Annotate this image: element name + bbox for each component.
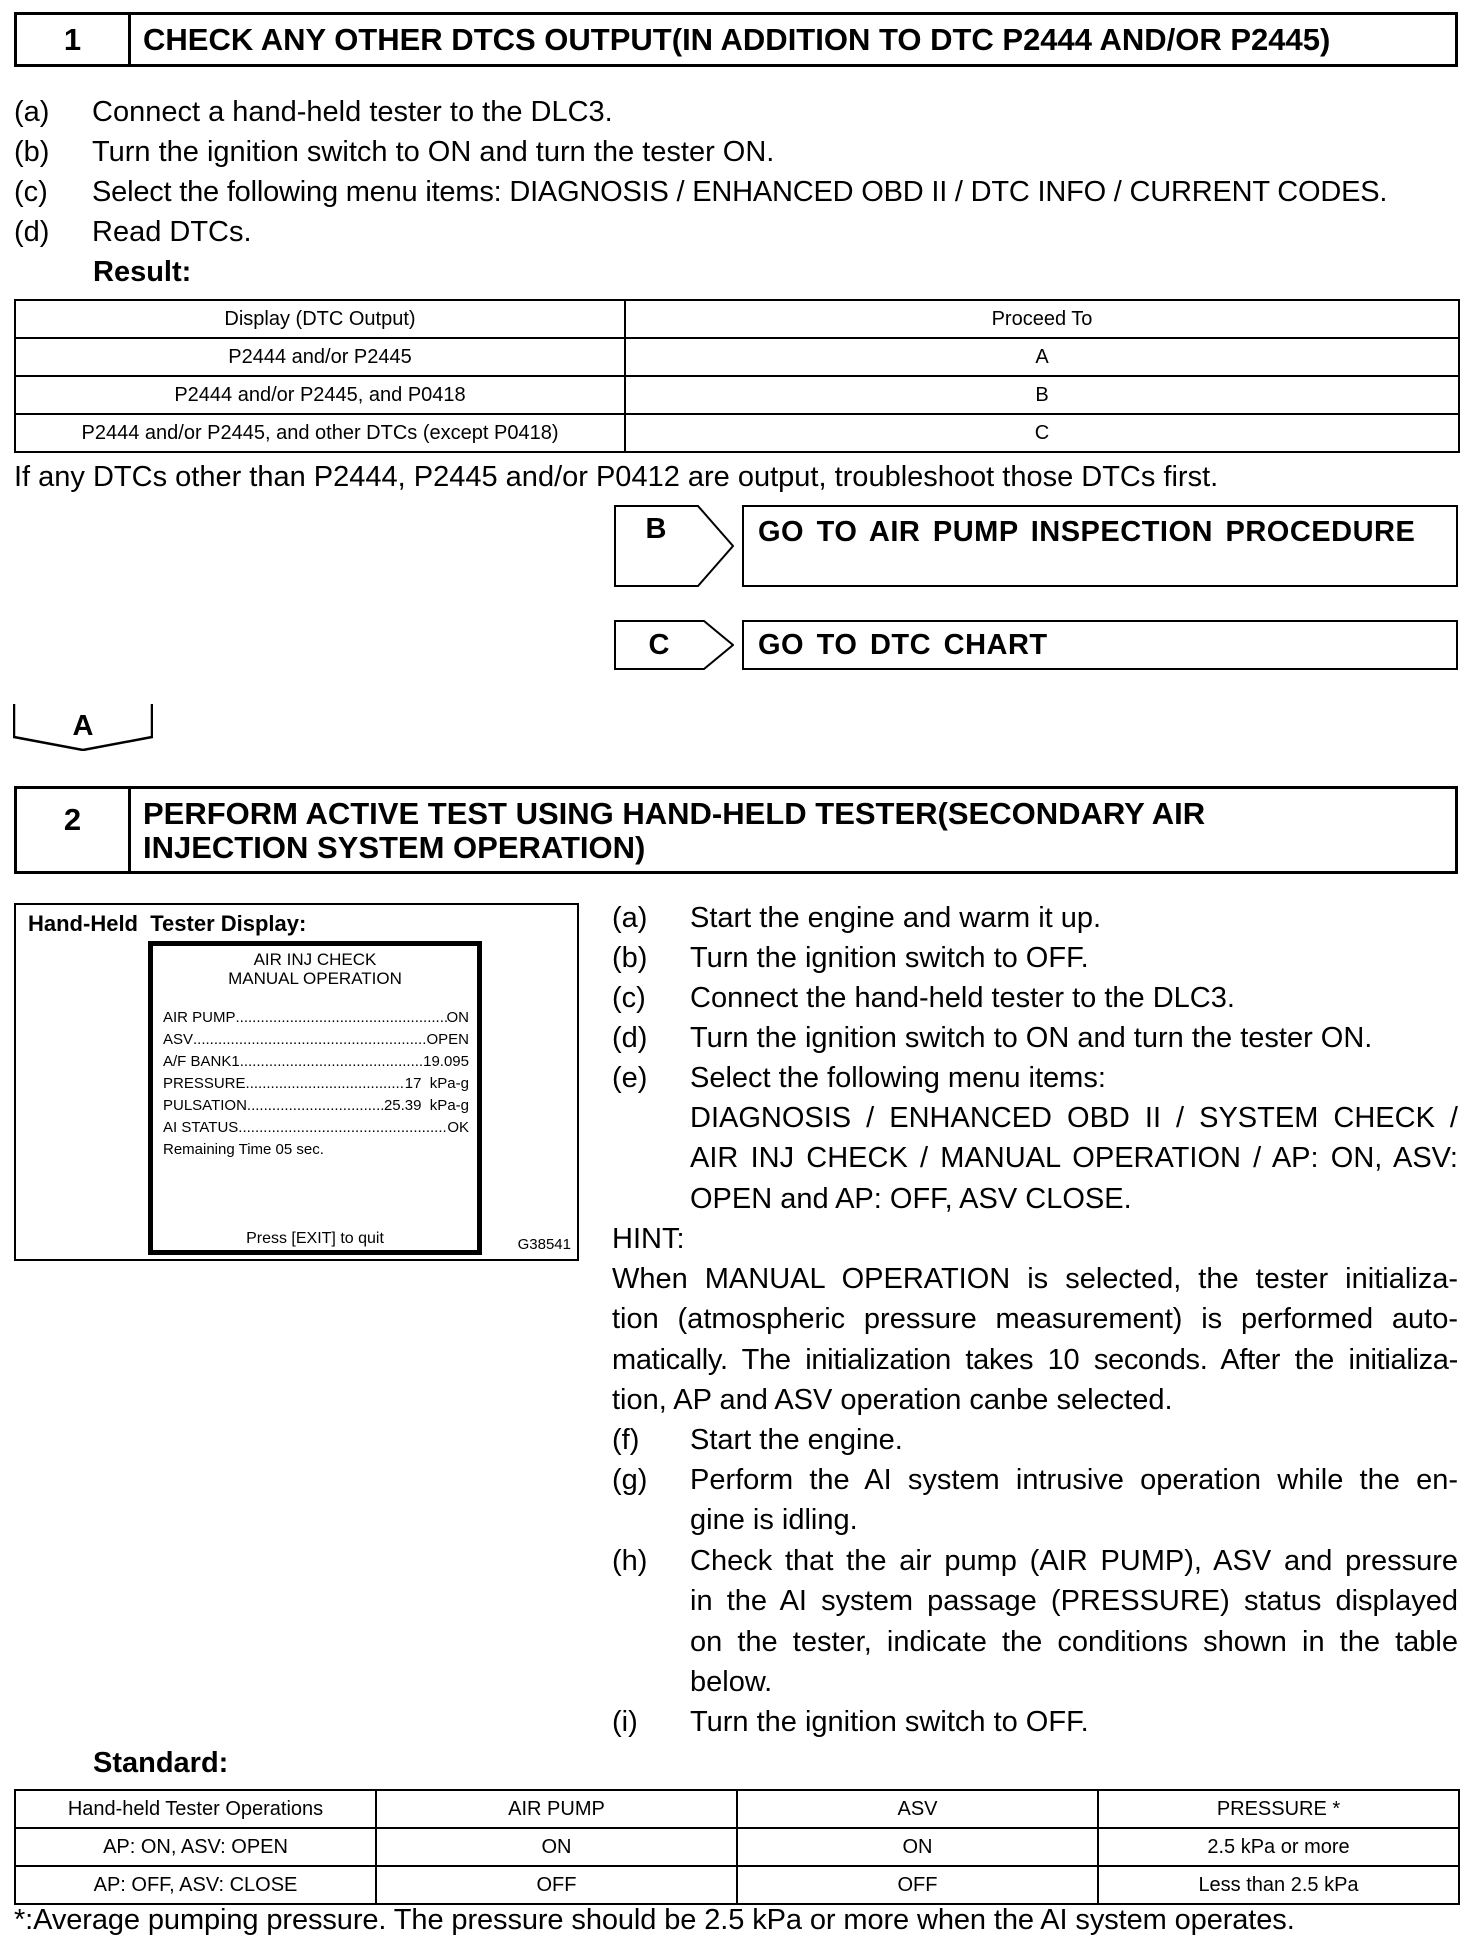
hint-text: When MANUAL OPERATION is selected, the tester initializa- tion (atmospheric pressure measurement) is performed auto- matically. The initialization takes 10 seconds. After the initializa- tion, AP and ASV operation canbe selected. bbox=[612, 1263, 1458, 1416]
table-cell: AP: ON, ASV: OPEN bbox=[15, 1828, 376, 1866]
standard-table bbox=[14, 1789, 1460, 1905]
table-cell: P2444 and/or P2445, and P0418 bbox=[15, 376, 625, 414]
step-1-item-b: (b) Turn the ignition switch to ON and turn the tester ON. bbox=[14, 136, 775, 168]
hint-label: HINT: bbox=[612, 1223, 685, 1255]
table-cell: ON bbox=[737, 1828, 1098, 1866]
standard-label: Standard: bbox=[93, 1747, 229, 1779]
step-2-item-i: (i) Turn the ignition switch to OFF. bbox=[612, 1706, 1089, 1738]
table-header-row bbox=[15, 300, 1459, 338]
branch-b-go-box[interactable] bbox=[742, 505, 1458, 587]
screen-remaining-time: Remaining Time 05 sec. bbox=[163, 1141, 324, 1158]
step-2-item-c: (c) Connect the hand-held tester to the DLC3. bbox=[612, 982, 1235, 1014]
tester-display-figure bbox=[14, 903, 579, 1261]
step-2-item-e: (e) Select the following menu items: bbox=[612, 1062, 1106, 1094]
step-2-item-h: (h) Check that the air pump (AIR PUMP), ASV and pressure in the AI system passage (PRESSURE) status displayed on the tester, indicate the conditions shown in the table below. bbox=[612, 1545, 1458, 1698]
pressure-footnote: *:Average pumping pressure. The pressure should be 2.5 kPa or more when the AI system operates. bbox=[14, 1904, 1295, 1936]
tester-panel-title: Hand-Held Tester Display: bbox=[28, 911, 307, 936]
step-1-number: 1 bbox=[17, 15, 131, 64]
branch-b-letter: B bbox=[645, 513, 667, 545]
table-cell: A bbox=[625, 338, 1459, 376]
table-cell: OFF bbox=[376, 1866, 737, 1904]
screen-row-ai-status: AI STATUS ..... OK bbox=[163, 1118, 469, 1137]
table-header-cell: Display (DTC Output) bbox=[15, 300, 625, 338]
step-2-item-f: (f) Start the engine. bbox=[612, 1424, 903, 1456]
table-cell: Less than 2.5 kPa bbox=[1098, 1866, 1459, 1904]
table-cell: ON bbox=[376, 1828, 737, 1866]
screen-exit-hint: Press [EXIT] to quit bbox=[246, 1230, 384, 1247]
table-row bbox=[15, 414, 1459, 452]
table-row bbox=[15, 1828, 1459, 1866]
step-1-item-c: (c) Select the following menu items: DIAGNOSIS / ENHANCED OBD II / DTC INFO / CURRENT CODES. bbox=[14, 176, 1388, 208]
step-2-item-g: (g) Perform the AI system intrusive operation while the en- gine is idling. bbox=[612, 1464, 1458, 1537]
table-header-cell: PRESSURE * bbox=[1098, 1790, 1459, 1828]
table-header-cell: AIR PUMP bbox=[376, 1790, 737, 1828]
step-1-title: CHECK ANY OTHER DTCS OUTPUT(IN ADDITION TO DTC P2444 AND/OR P2445) bbox=[143, 22, 1331, 57]
table-header-cell: Proceed To bbox=[625, 300, 1459, 338]
step-1-header bbox=[14, 12, 1458, 67]
screen-row-pulsation: PULSATION ..... 25.39 kPa-g bbox=[163, 1096, 469, 1115]
step-1-item-a: (a) Connect a hand-held tester to the DLC3. bbox=[14, 96, 613, 128]
step-2-header bbox=[14, 786, 1458, 874]
result-table bbox=[14, 299, 1460, 453]
step-2-title: PERFORM ACTIVE TEST USING HAND-HELD TESTER(SECONDARY AIR INJECTION SYSTEM OPERATION) bbox=[143, 796, 1206, 865]
table-cell: AP: OFF, ASV: CLOSE bbox=[15, 1866, 376, 1904]
table-cell: 2.5 kPa or more bbox=[1098, 1828, 1459, 1866]
step-2-item-b: (b) Turn the ignition switch to OFF. bbox=[612, 942, 1089, 974]
step-2-item-e-continued: DIAGNOSIS / ENHANCED OBD II / SYSTEM CHECK / AIR INJ CHECK / MANUAL OPERATION / AP: ON, ASV: OPEN and AP: OFF, ASV CLOSE. bbox=[690, 1102, 1458, 1215]
table-row bbox=[15, 1866, 1459, 1904]
screen-row-air-pump: AIR PUMP ..... ON bbox=[163, 1008, 469, 1027]
continue-a-letter[interactable]: A bbox=[72, 710, 94, 742]
table-cell: OFF bbox=[737, 1866, 1098, 1904]
step-2-item-a: (a) Start the engine and warm it up. bbox=[612, 902, 1102, 934]
screen-title-2: MANUAL OPERATION bbox=[228, 969, 402, 988]
table-header-row bbox=[15, 1790, 1459, 1828]
table-row bbox=[15, 338, 1459, 376]
table-cell: P2444 and/or P2445, and other DTCs (except P0418) bbox=[15, 414, 625, 452]
dtc-note: If any DTCs other than P2444, P2445 and/or P0412 are output, troubleshoot those DTCs first. bbox=[14, 461, 1219, 493]
table-cell: C bbox=[625, 414, 1459, 452]
branch-c-label: GO TO DTC CHART bbox=[758, 629, 1048, 661]
screen-row-pressure: PRESSURE ..... 17 kPa-g bbox=[163, 1074, 469, 1093]
branch-c-go-box[interactable] bbox=[742, 620, 1458, 670]
table-header-cell: ASV bbox=[737, 1790, 1098, 1828]
step-2-number: 2 bbox=[17, 789, 131, 871]
screen-row-asv: ASV ..... OPEN bbox=[163, 1030, 469, 1049]
branch-c-letter: C bbox=[648, 629, 670, 661]
figure-id: G38541 bbox=[517, 1236, 571, 1253]
step-1-item-d: (d) Read DTCs. bbox=[14, 216, 252, 248]
branch-b-label: GO TO AIR PUMP INSPECTION PROCEDURE bbox=[758, 516, 1416, 548]
table-header-cell: Hand-held Tester Operations bbox=[15, 1790, 376, 1828]
screen-title-1: AIR INJ CHECK bbox=[253, 950, 377, 969]
table-cell: B bbox=[625, 376, 1459, 414]
table-cell: P2444 and/or P2445 bbox=[15, 338, 625, 376]
table-row bbox=[15, 376, 1459, 414]
tester-screen bbox=[148, 941, 482, 1255]
step-2-item-d: (d) Turn the ignition switch to ON and turn the tester ON. bbox=[612, 1022, 1373, 1054]
screen-row-af-bank1: A/F BANK1 ..... 19.095 bbox=[163, 1052, 469, 1071]
result-label: Result: bbox=[93, 256, 192, 288]
